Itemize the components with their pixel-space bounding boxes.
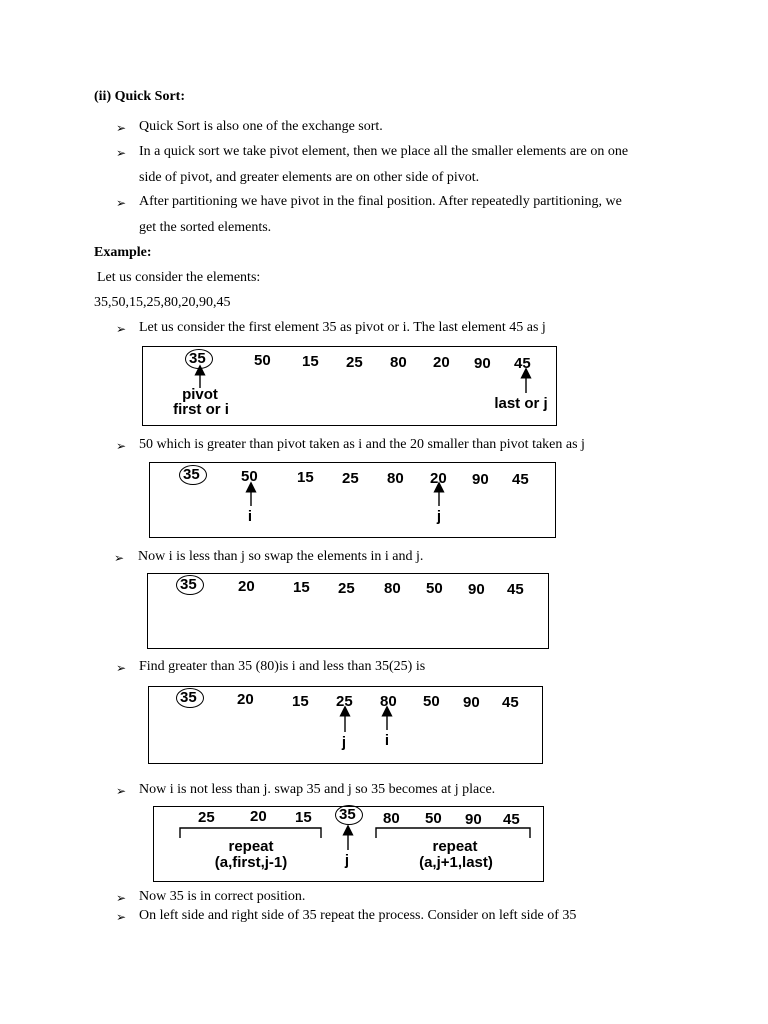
final-bullet-text: On left side and right side of 35 repeat the process. Consider on left side of 35	[139, 908, 577, 923]
array-value: 20	[250, 808, 267, 825]
array-value: 25	[342, 470, 359, 487]
array-value: 20	[430, 470, 447, 487]
j-label: j	[341, 734, 347, 751]
bullet-icon: ➢	[116, 439, 127, 453]
left-bracket	[180, 828, 321, 838]
bullet-icon: ➢	[116, 891, 127, 905]
bullet-text: Quick Sort is also one of the exchange sort.	[139, 119, 383, 134]
array-value: 45	[514, 355, 531, 372]
step1-text: Let us consider the first element 35 as pivot or i. The last element 45 as j	[139, 320, 546, 335]
array-value: 80	[380, 693, 397, 710]
step4-text: Find greater than 35 (80)is i and less than 35(25) is	[139, 659, 426, 674]
array-value: 35	[339, 806, 356, 823]
first-or-i-label: first or i	[173, 401, 229, 418]
array-value: 50	[425, 810, 442, 827]
bullet-text-continued: side of pivot, and greater elements are on other side of pivot.	[139, 170, 480, 185]
array-value: 15	[292, 693, 309, 710]
array-value: 80	[387, 470, 404, 487]
array-value: 90	[463, 694, 480, 711]
bullet-text-continued: get the sorted elements.	[139, 220, 272, 235]
array-value: 25	[338, 580, 355, 597]
step3-text: Now i is less than j so swap the elements in i and j.	[138, 549, 424, 564]
step5-text: Now i is not less than j. swap 35 and j so 35 becomes at j place.	[139, 782, 496, 797]
bullet-icon: ➢	[116, 322, 127, 336]
j-label: j	[436, 508, 442, 525]
array-value: 35	[183, 466, 200, 483]
array-value: 35	[180, 576, 197, 593]
bullet-icon: ➢	[116, 784, 127, 798]
array-value: 25	[336, 693, 353, 710]
array-value: 80	[390, 354, 407, 371]
i-label: i	[247, 508, 253, 525]
array-value: 90	[465, 811, 482, 828]
elements-line: 35,50,15,25,80,20,90,45	[94, 295, 231, 310]
array-value: 50	[241, 468, 258, 485]
array-value: 25	[346, 354, 363, 371]
repeat-right-label: repeat	[432, 838, 478, 855]
array-value: 50	[423, 693, 440, 710]
array-value: 90	[474, 355, 491, 372]
array-value: 90	[468, 581, 485, 598]
final-bullet-text: Now 35 is in correct position.	[139, 889, 306, 904]
array-value: 35	[189, 350, 206, 367]
array-value: 35	[180, 689, 197, 706]
bullet-text: After partitioning we have pivot in the final position. After repeatedly partitioning, we	[139, 194, 622, 209]
consider-text: Let us consider the elements:	[97, 270, 261, 285]
bullet-icon: ➢	[116, 910, 127, 924]
right-bracket	[376, 828, 530, 838]
section-heading: (ii) Quick Sort:	[94, 89, 185, 104]
repeat-left-label: repeat	[228, 838, 274, 855]
array-value: 45	[512, 471, 529, 488]
array-value: 90	[472, 471, 489, 488]
array-value: 80	[384, 580, 401, 597]
array-value: 15	[293, 579, 310, 596]
array-value: 20	[238, 578, 255, 595]
array-value: 20	[433, 354, 450, 371]
array-value: 15	[295, 809, 312, 826]
bullet-text: In a quick sort we take pivot element, then we place all the smaller elements are on one	[139, 144, 629, 159]
array-value: 45	[503, 811, 520, 828]
bullet-icon: ➢	[116, 196, 127, 210]
j-label: j	[344, 852, 350, 869]
bullet-icon: ➢	[116, 146, 127, 160]
array-value: 50	[254, 352, 271, 369]
repeat-right-args: (a,j+1,last)	[419, 854, 493, 871]
last-or-j-label: last or j	[494, 395, 548, 412]
array-value: 15	[297, 469, 314, 486]
example-label: Example:	[94, 245, 152, 260]
repeat-left-args: (a,first,j-1)	[214, 854, 288, 871]
array-value: 45	[507, 581, 524, 598]
step2-text: 50 which is greater than pivot taken as i and the 20 smaller than pivot taken as j	[139, 437, 585, 452]
array-value: 20	[237, 691, 254, 708]
bullet-icon: ➢	[116, 121, 127, 135]
i-label: i	[384, 732, 390, 749]
array-value: 45	[502, 694, 519, 711]
array-value: 25	[198, 809, 215, 826]
array-value: 15	[302, 353, 319, 370]
array-value: 50	[426, 580, 443, 597]
pivot-label: pivot	[182, 386, 218, 403]
bullet-icon: ➢	[116, 661, 127, 675]
array-value: 80	[383, 810, 400, 827]
bullet-icon: ➢	[114, 551, 125, 565]
